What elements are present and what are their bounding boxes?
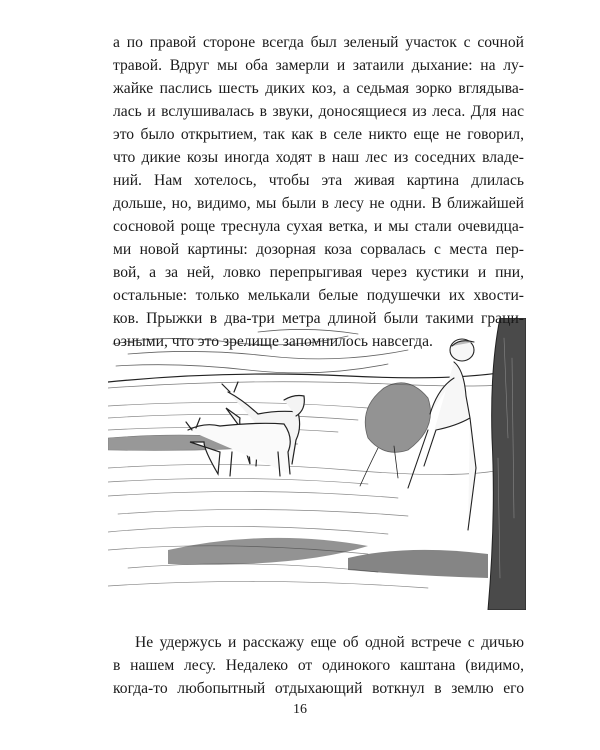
- tree-trunk-icon: [488, 318, 526, 610]
- text-line: когда-то любопытный отдыхающий воткнул в землю его: [113, 680, 524, 697]
- text-line: это было открытием, так как в селе никто еще не говорил,: [113, 126, 524, 143]
- text-line: а по правой стороне всегда был зеленый участок с сочной: [113, 34, 524, 51]
- text-line: озными, что это зрелище запомнилось навсегда.: [113, 333, 433, 350]
- text-line: лась и вслушивалась в звуки, доносящиеся из леса. Для нас: [113, 103, 524, 120]
- text-line: что дикие козы иногда ходят в наш лес из соседних владе-: [113, 149, 524, 166]
- text-line: остальные: только мелькали белые подушечки их хвости-: [113, 287, 524, 304]
- text-line: травой. Вдруг мы оба замерли и затаили дыхание: на лу-: [113, 57, 524, 74]
- text-line: ми новой картины: дозорная коза сорвалась с места пер-: [113, 241, 524, 258]
- text-line: ков. Прыжки в два-три метра длиной были такими граци-: [113, 310, 524, 327]
- page-number: 16: [293, 702, 307, 717]
- text-line: в нашем лесу. Недалеко от одинокого каштана (видимо,: [113, 657, 524, 674]
- text-line: жайке паслись шесть диких коз, а седьмая зорко вглядыва-: [113, 80, 524, 97]
- text-line: Не удержусь и расскажу еще об одной встрече с дичью: [135, 634, 524, 651]
- text-line: сосновой роще треснула сухая ветка, и мы стали очевидца-: [113, 218, 524, 235]
- goats-and-boy-illustration: [108, 318, 526, 610]
- text-line: дольше, но, видимо, мы были в лесу не одни. В ближайшей: [113, 195, 524, 212]
- text-line: ний. Нам хотелось, чтобы эта живая картина длилась: [113, 172, 524, 189]
- text-line: вой, а за ней, ловко перепрыгивая через кустики и пни,: [113, 264, 524, 281]
